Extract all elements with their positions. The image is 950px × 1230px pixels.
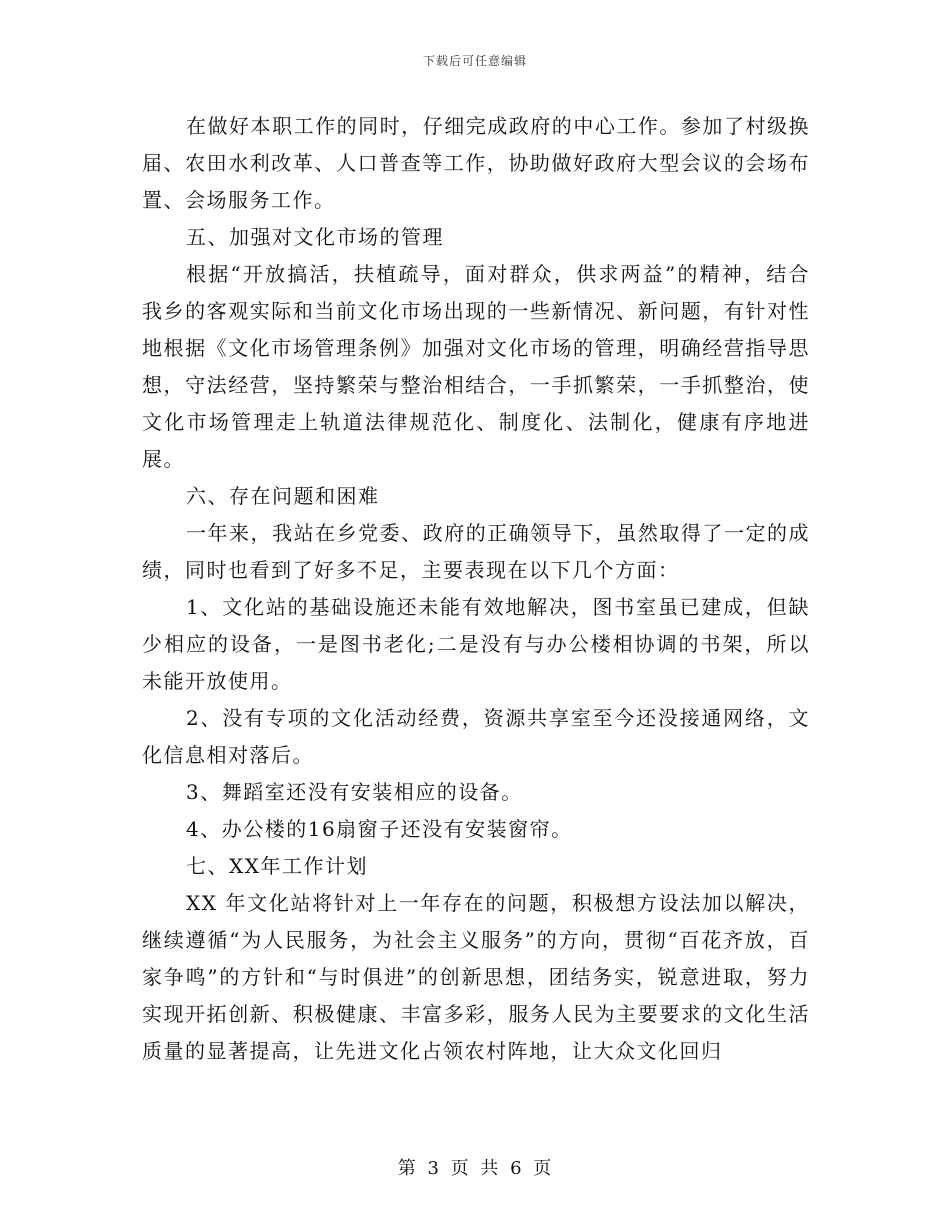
page-number-footer: 第 3 页 共 6 页 — [397, 1158, 553, 1179]
section-heading-5: 五、加强对文化市场的管理 — [186, 225, 444, 249]
section-heading-6: 六、存在问题和困难 — [186, 484, 380, 508]
list-item-problem-4: 4、办公楼的16扇窗子还没有安装窗帘。 — [186, 817, 573, 841]
list-item-problem-3: 3、舞蹈室还没有安装相应的设备。 — [186, 780, 523, 804]
paragraph-market-management: 根据“开放搞活，扶植疏导，面对群众，供求两益”的精神，结合我乡的客观实际和当前文化市场出现的一些新情况、新问题，有针对性地根据《文化市场管理条例》加强对文化市场的管理，明确经营指导思想，守法经营，坚持繁荣与整治相结合，一手抓繁荣，一手抓整治，使文化市场管理走上轨道法律规范化、制度化、法制化，健康有序地进展。 — [142, 262, 810, 471]
paragraph-central-work: 在做好本职工作的同时，仔细完成政府的中心工作。参加了村级换届、农田水利改革、人口普查等工作，协助做好政府大型会议的会场布置、会场服务工作。 — [142, 114, 810, 212]
list-item-problem-1: 1、文化站的基础设施还未能有效地解决，图书室虽已建成，但缺少相应的设备，一是图书老化;二是没有与办公楼相协调的书架，所以未能开放使用。 — [142, 595, 810, 693]
paragraph-problems-intro: 一年来，我站在乡党委、政府的正确领导下，虽然取得了一定的成绩，同时也看到了好多不足，主要表现在以下几个方面： — [142, 521, 810, 582]
paragraph-work-plan: XX 年文化站将针对上一年存在的问题，积极想方设法加以解决，继续遵循“为人民服务，为社会主义服务”的方向，贯彻“百花齐放，百家争鸣”的方针和“与时俱进”的创新思想，团结务实，锐意进取，努力实现开拓创新、积极健康、丰富多彩，服务人民为主要要求的文化生活质量的显著提高，让先进文化占领农村阵地，让大众文化回归 — [142, 891, 810, 1063]
page-header: 下载后可任意编辑 — [422, 54, 527, 68]
document-body — [142, 108, 810, 1070]
list-item-problem-2: 2、没有专项的文化活动经费，资源共享室至今还没接通网络，文化信息相对落后。 — [142, 706, 810, 767]
section-heading-7: 七、XX年工作计划 — [186, 854, 368, 878]
